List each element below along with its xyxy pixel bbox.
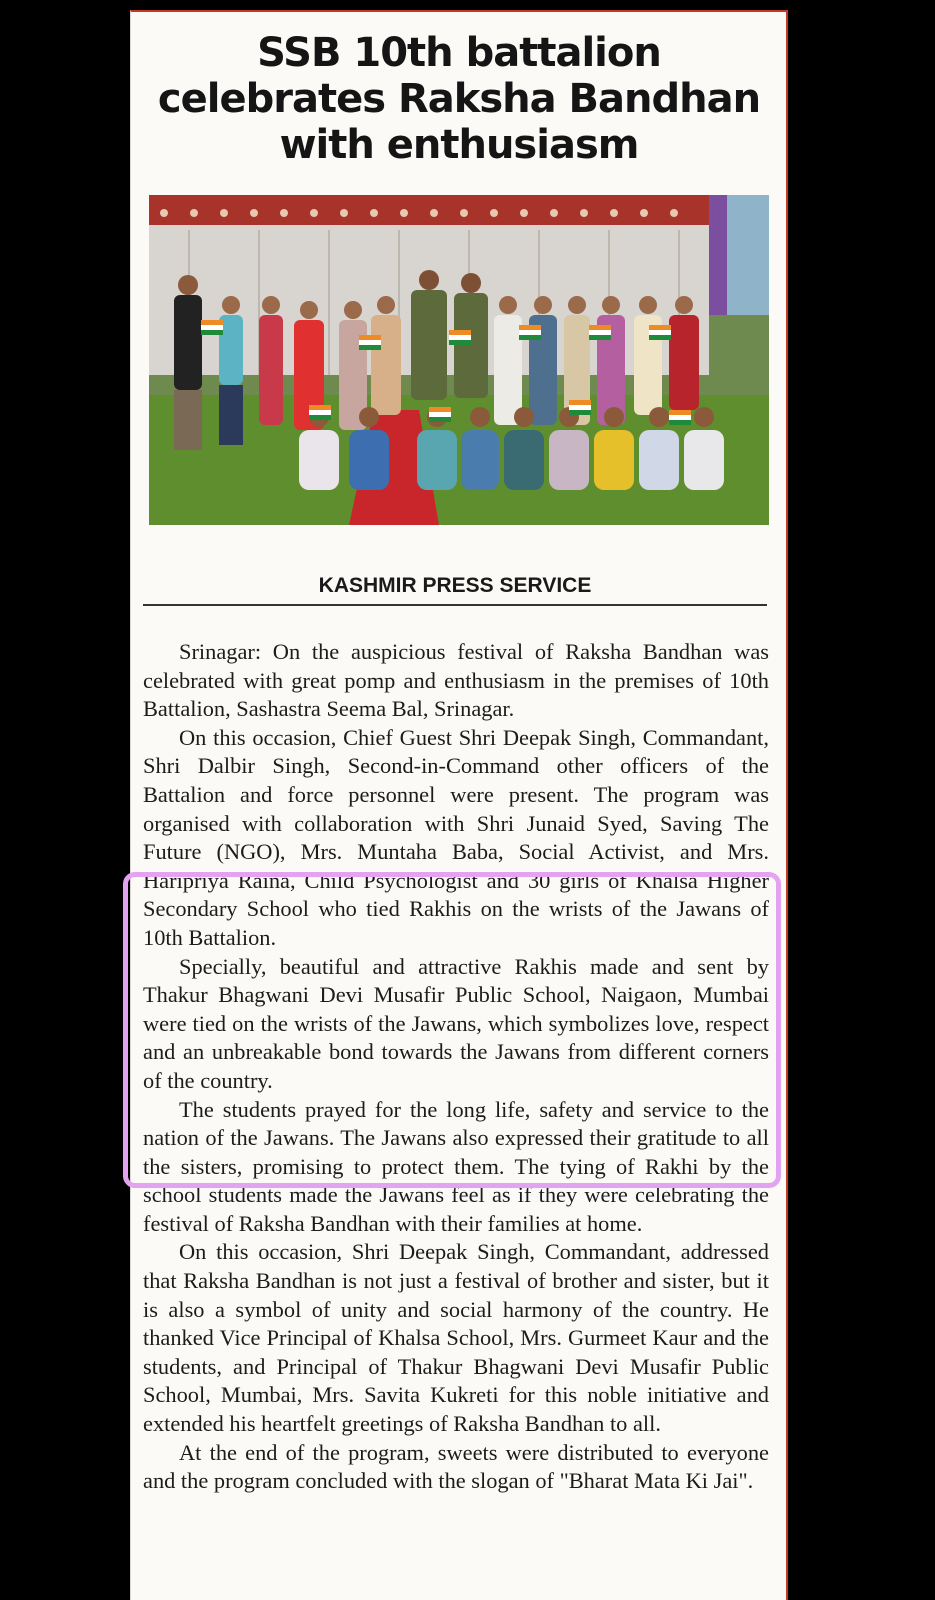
byline: KASHMIR PRESS SERVICE (143, 574, 767, 606)
article-body (143, 638, 769, 1496)
headline-line-3: with enthusiasm (279, 122, 639, 168)
headline (131, 30, 787, 168)
paragraph: On this occasion, Chief Guest Shri Deepak Singh, Commandant, Shri Dalbir Singh, Second-in-Command other officers of the Battalion and force personnel were present. The program was organised with collaboration with Shri Junaid Syed, Saving The Future (NGO), Mrs. Muntaha Baba, Social Activist, and Mrs. Haripriya Raina, Child Psychologist and 30 girls of Khalsa Higher Secondary School who tied Rakhis on the wrists of the Jawans of 10th Battalion. (143, 724, 769, 950)
group-photo (149, 195, 769, 525)
paragraph: The students prayed for the long life, safety and service to the nation of the Jawans. The Jawans also expressed their gratitude to all the sisters, promising to protect them. The tying of Rakhi by the school students made the Jawans feel as if they were celebrating the festival of Raksha Bandhan with their families at home. (143, 1096, 769, 1236)
paragraph: Srinagar: On the auspicious festival of Raksha Bandhan was celebrated with great pomp and enthusiasm in the premises of 10th Battalion, Sashastra Seema Bal, Srinagar. (143, 639, 769, 722)
paragraph: On this occasion, Shri Deepak Singh, Commandant, addressed that Raksha Bandhan is not just a festival of brother and sister, but it is also a symbol of unity and social harmony of the country. He thanked Vice Principal of Khalsa School, Mrs. Gurmeet Kaur and the students, and Principal of Thakur Bhagwani Devi Musafir Public School, Mumbai, Mrs. Savita Kukreti for this noble initiative and extended his heartfelt greetings of Raksha Bandhan to all. (143, 1239, 769, 1437)
headline-line-1: SSB 10th battalion (257, 30, 661, 76)
newspaper-clipping (130, 10, 788, 1600)
paragraph: At the end of the program, sweets were distributed to everyone and the program concluded with the slogan of "Bharat Mata Ki Jai". (143, 1439, 769, 1494)
photo-illustration (149, 195, 769, 525)
headline-line-2: celebrates Raksha Bandhan (157, 76, 761, 122)
paragraph: Specially, beautiful and attractive Rakhis made and sent by Thakur Bhagwani Devi Musafir Public School, Naigaon, Mumbai were tied on the wrists of the Jawans, which symbolizes love, respect and an unbreakable bond towards the Jawans from different corners of the country. (143, 953, 769, 1093)
